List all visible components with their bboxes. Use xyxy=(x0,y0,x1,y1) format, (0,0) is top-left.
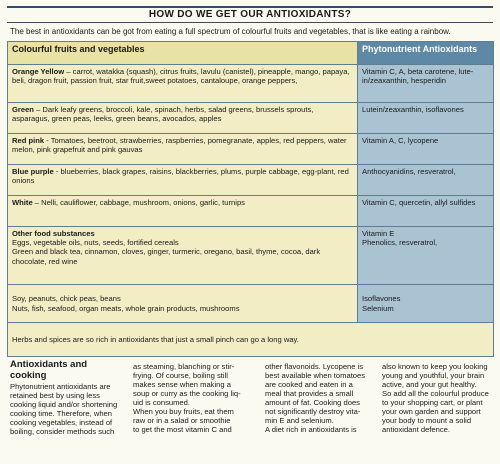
article-line: When you buy fruits, eat them xyxy=(133,407,234,416)
article-line: amount of fat. Cooking does xyxy=(265,398,360,407)
food-cell-white xyxy=(8,196,358,227)
food-list: - blueberries, black grapes, raisins, blackberries, plums, purple cabbage, egg-plant, red onions xyxy=(12,167,349,186)
food-list: Green and black tea, cinnamon, cloves, ginger, turmeric, oregano, basil, thyme, cocoa, dark chocolate, red wine xyxy=(12,247,321,266)
article-line: So add all the colourful produce xyxy=(382,389,489,398)
antioxidant-cell xyxy=(358,227,494,285)
article-column-3 xyxy=(265,362,374,434)
article-line: your body to mount a solid xyxy=(382,416,472,425)
article-line: active, and your gut healthy. xyxy=(382,380,477,389)
food-list: Soy, peanuts, chick peas, beans xyxy=(12,294,121,304)
table-header-row xyxy=(8,42,494,65)
article-line: also known to keep you looking xyxy=(382,362,488,371)
food-list: – carrot, watakka (squash), citrus fruits, lavulu (canistel), pineapple, mango, papaya, beli, dragon fruit, passion fruit, star fruit,sweet potatoes, cantaloupe, orange peppers, xyxy=(12,67,350,86)
category-label: Red pink xyxy=(12,136,45,145)
food-cell-green xyxy=(8,103,358,134)
category-label: Green xyxy=(12,105,34,114)
antioxidant-cell: Vitamin C, A, beta carotene, lute-in/zeaxanthin, hesperidin xyxy=(358,65,494,103)
article-line: other flavonoids. Lycopene is xyxy=(265,362,364,371)
food-cell-orange-yellow xyxy=(8,65,358,103)
article-line: best available when tomatoes xyxy=(265,371,366,380)
article-line: boiling, consider methods such xyxy=(10,427,115,436)
article-line: your own garden and support xyxy=(382,407,481,416)
article-line: are cooked and eaten in a xyxy=(265,380,353,389)
article-line: young and youthful, your brain xyxy=(382,371,485,380)
table-row xyxy=(8,285,494,323)
table-row xyxy=(8,65,494,103)
article-line: to get the most vitamin C and xyxy=(133,425,232,434)
article-line: antioxidant defence. xyxy=(382,425,450,434)
antioxidant-table xyxy=(7,41,494,357)
article-line: uid is consumed. xyxy=(133,398,190,407)
table-row xyxy=(8,103,494,134)
food-list: Eggs, vegetable oils, nuts, seeds, fortified cereals xyxy=(12,238,179,248)
article-line: frying. Of course, boiling still xyxy=(133,371,228,380)
article-line: to your shopping cart, or plant xyxy=(382,398,483,407)
food-list: - Tomatoes, beetroot, strawberries, raspberries, pomegranate, apples, red peppers, water melon, pink grapefruit and pink gauvas xyxy=(12,136,347,155)
article-line: cooking liquid and/or shortening xyxy=(10,400,118,409)
intro-text: The best in antioxidants can be got from eating a full spectrum of colourful fruits and vegetables, that is like eating a rainbow. xyxy=(10,27,451,36)
antioxidant-value: Phenolics, resveratrol, xyxy=(362,238,438,248)
article-line: min E and selenium. xyxy=(265,416,334,425)
category-label: Blue purple xyxy=(12,167,54,176)
food-list: Nuts, fish, seafood, organ meats, whole grain products, mushrooms xyxy=(12,303,240,313)
antioxidant-cell: Anthocyanidins, resveratrol, xyxy=(358,165,494,196)
category-label: White xyxy=(12,198,33,207)
article-line: raw or in a salad or smoothie xyxy=(133,416,231,425)
top-divider xyxy=(7,6,493,8)
article-line: meal that provides a small xyxy=(265,389,354,398)
antioxidant-value: Isoflavones xyxy=(362,294,401,304)
table-row xyxy=(8,165,494,196)
table-row xyxy=(8,323,494,357)
antioxidant-value: Vitamin E xyxy=(362,229,395,238)
article-line: cooking vegetables, instead of xyxy=(10,418,113,427)
antioxidant-cell: Lutein/zeaxanthin, isoflavones xyxy=(358,103,494,134)
article-line: retained best by using less xyxy=(10,391,100,400)
article-line: cooking time. Therefore, when xyxy=(10,409,113,418)
heading-line: Antioxidants and xyxy=(10,359,88,370)
article-column-4 xyxy=(382,362,497,434)
page-title: HOW DO WE GET OUR ANTIOXIDANTS? xyxy=(148,9,352,20)
article-heading xyxy=(10,360,125,381)
food-list: – Dark leafy greens, broccoli, kale, spinach, herbs, salad greens, brussels sprouts, asparagus, green peas, leeks, green beans, avocados, apples xyxy=(12,105,314,124)
antioxidant-cell: Vitamin C, quercetin, allyl sulfides xyxy=(358,196,494,227)
table-row xyxy=(8,227,494,285)
header-phytonutrients: Phytonutrient Antioxidants xyxy=(358,42,494,65)
category-label: Other food substances xyxy=(12,229,95,238)
food-list: – Nelli, cauliflower, cabbage, mushroom, onions, garlic, turnips xyxy=(32,198,245,207)
food-cell-blue-purple xyxy=(8,165,358,196)
antioxidant-cell: Vitamin A, C, lycopene xyxy=(358,134,494,165)
article-line: not significantly destroy vita- xyxy=(265,407,361,416)
article-column-1 xyxy=(10,360,125,436)
article-line: Phytonutrient antioxidants are xyxy=(10,382,111,391)
antioxidant-cell xyxy=(358,285,494,323)
food-cell-other xyxy=(8,227,358,285)
title-divider xyxy=(7,22,493,23)
table-row xyxy=(8,196,494,227)
heading-line: cooking xyxy=(10,369,47,381)
antioxidant-value: Selenium xyxy=(362,303,394,313)
food-cell-red-pink xyxy=(8,134,358,165)
article-line: as steaming, blanching or stir- xyxy=(133,362,235,371)
article-line: A diet rich in antioxidants is xyxy=(265,425,357,434)
food-cell-soy xyxy=(8,285,358,323)
table-row xyxy=(8,134,494,165)
article-column-2 xyxy=(133,362,241,434)
category-label: Orange Yellow xyxy=(12,67,65,76)
article xyxy=(10,360,493,460)
herbs-note: Herbs and spices are so rich in antioxidants that just a small pinch can go a long way. xyxy=(8,323,494,357)
article-line: soup or curry as the cooking liq- xyxy=(133,389,241,398)
header-fruits-vegetables: Colourful fruits and vegetables xyxy=(8,42,358,65)
article-line: makes sense when making a xyxy=(133,380,231,389)
